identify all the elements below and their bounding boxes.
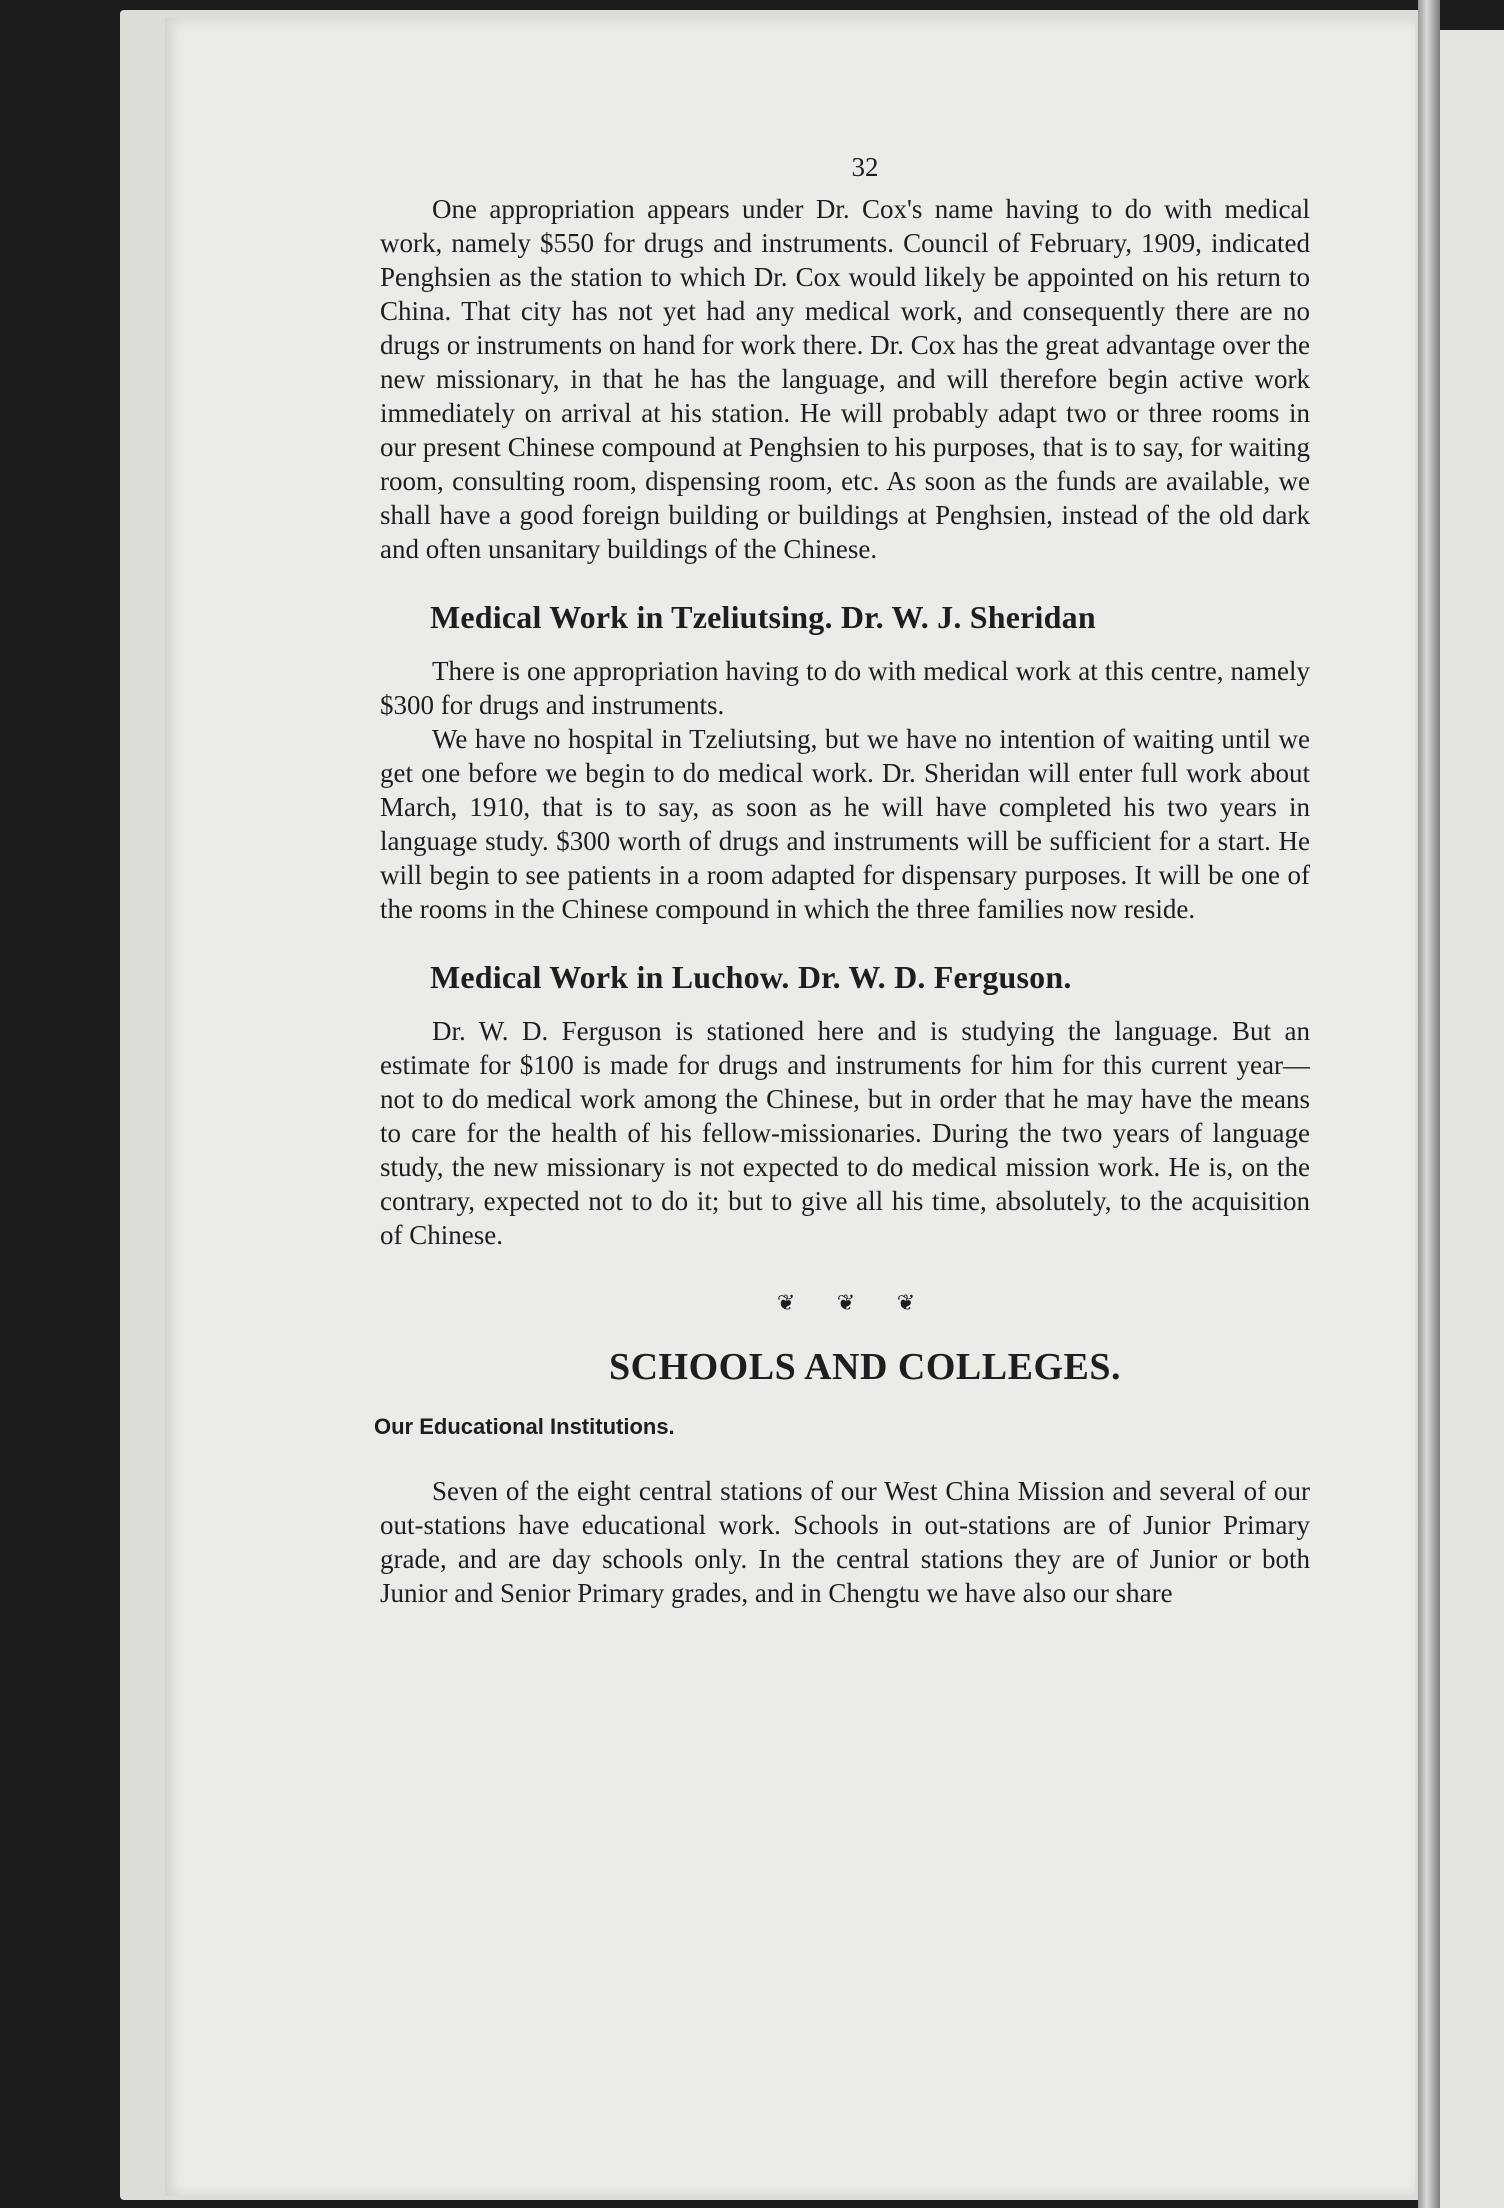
section-heading-luchow: Medical Work in Luchow. Dr. W. D. Ferguson. bbox=[430, 959, 1072, 995]
schools-subheading: Our Educational Institutions. bbox=[374, 1414, 675, 1439]
tzeliutsing-paragraph-1: There is one appropriation having to do with medical work at this centre, namely $300 for drugs and instruments. bbox=[380, 656, 1310, 720]
schools-paragraph-1: Seven of the eight central stations of our West China Mission and several of our out-stations have educational work. Schools in out-stations are of Junior Primary grade, and are day schools only. In the central stations they are of Junior or both Junior and Senior Primary grades, and in Chengtu we have also our share bbox=[380, 1476, 1310, 1608]
tzeliutsing-paragraph-2: We have no hospital in Tzeliutsing, but we have no intention of waiting until we get one before we begin to do medical work. Dr. Sheridan will enter full work about March, 1910, that is to say, as soon as he will have completed his two years in language study. $300 worth of drugs and instruments will be sufficient for a start. He will begin to see patients in a room adapted for dispensary purposes. It will be one of the rooms in the Chinese compound in which the three families now reside. bbox=[380, 724, 1310, 924]
intro-paragraph: One appropriation appears under Dr. Cox's name having to do with medical work, namely $550 for drugs and instruments. Council of February, 1909, indicated Penghsien as the station to which Dr. Cox would likely be appointed on his return to China. That city has not yet had any medical work, and consequently there are no drugs or instruments on hand for work there. Dr. Cox has the great advantage over the new missionary, in that he has the language, and will therefore begin active work immediately on arrival at his station. He will probably adapt two or three rooms in our present Chinese compound at Penghsien to his purposes, that is to say, for waiting room, consulting room, dispensing room, etc. As soon as the funds are available, we shall have a good foreign building or buildings at Penghsien, instead of the old dark and often unsanitary buildings of the Chinese. bbox=[380, 194, 1310, 564]
schools-title: SCHOOLS AND COLLEGES. bbox=[608, 1346, 1122, 1388]
book-spine bbox=[1418, 0, 1440, 2208]
facing-page-edge bbox=[1440, 30, 1504, 2208]
page-content bbox=[374, 150, 1310, 1610]
page-number: 32 bbox=[851, 152, 879, 182]
luchow-paragraph-1: Dr. W. D. Ferguson is stationed here and is studying the language. But an estimate for $100 is made for drugs and instruments for him for this current year—not to do medical work among the Chinese, but in order that he may have the means to care for the health of his fellow-missionaries. During the two years of language study, the new missionary is not expected to do medical mission work. He is, on the contrary, expected not to do it; but to give all his time, absolutely, to the acquisition of Chinese. bbox=[380, 1016, 1310, 1250]
section-heading-tzeliutsing: Medical Work in Tzeliutsing. Dr. W. J. Sheridan bbox=[430, 599, 1096, 635]
ornament-divider: ❦ ❦ ❦ bbox=[776, 1290, 934, 1315]
